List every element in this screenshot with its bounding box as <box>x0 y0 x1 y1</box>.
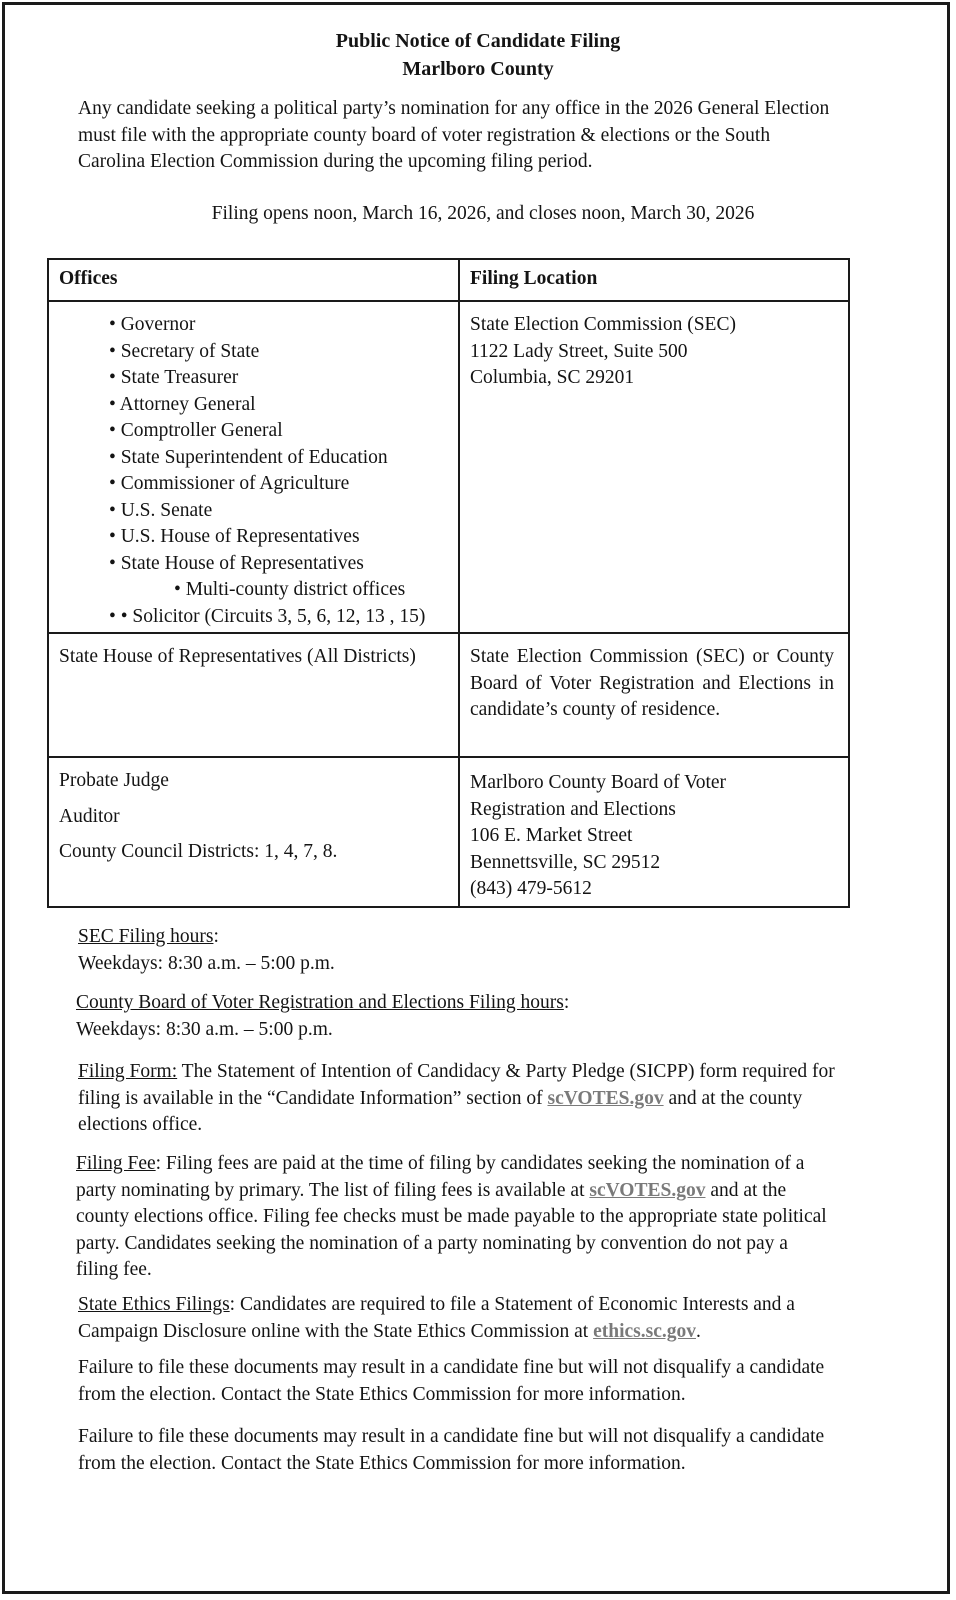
filing-fee-text: county elections office. Filing fee checks must be made payable to the appropriate state political <box>76 1206 827 1227</box>
location-line: 106 E. Market Street <box>470 825 633 846</box>
ethics-label: State Ethics Filings <box>78 1294 230 1315</box>
location-line: (843) 479-5612 <box>470 878 592 899</box>
offices-cell <box>48 757 459 907</box>
location-line: Marlboro County Board of Voter <box>470 772 727 793</box>
failure-text: from the election. Contact the State Ethics Commission for more information. <box>78 1383 686 1405</box>
table-row <box>48 757 849 907</box>
office-item: County Council Districts: 1, 4, 7, 8. <box>59 841 338 862</box>
table-header-row <box>48 259 849 301</box>
filing-fee-text: : Filing fees are paid at the time of filing by candidates seeking the nomination of a <box>155 1153 805 1174</box>
filing-form-text: The Statement of Intention of Candidacy & Party Pledge (SICPP) form required for <box>177 1061 835 1082</box>
scvotes-link[interactable]: scVOTES.gov <box>589 1179 706 1201</box>
county-hours-label: County Board of Voter Registration and Elections Filing hours <box>76 992 564 1013</box>
filing-fee-text: and at the <box>705 1179 787 1201</box>
location-cell <box>459 757 849 907</box>
failure-text: Failure to file these documents may result in a candidate fine but will not disqualify a candidate <box>78 1426 825 1447</box>
location-line: 1122 Lady Street, Suite 500 <box>470 340 688 362</box>
list-item: • State House of Representatives <box>109 552 364 574</box>
location-line: Registration and Elections <box>470 798 676 820</box>
intro-paragraph <box>78 96 829 176</box>
list-item: • U.S. House of Representatives <box>109 526 360 547</box>
page-subtitle: Marlboro County <box>402 58 554 80</box>
column-header-offices: Offices <box>48 259 459 301</box>
office-item: Probate Judge <box>59 770 169 791</box>
location-cell <box>459 301 849 633</box>
filing-period: Filing opens noon, March 16, 2026, and closes noon, March 30, 2026 <box>211 203 755 224</box>
ethics-text: . <box>695 1320 701 1342</box>
filing-form-text: and at the county <box>663 1087 803 1109</box>
table-row <box>48 301 849 633</box>
location-cell: State Election Commission (SEC) or County Board of Voter Registration and Elections in candidate’s county of residence. <box>459 633 849 757</box>
list-item: • State Superintendent of Education <box>109 446 388 468</box>
filing-fee-text: party nominating by primary. The list of filing fees is available at <box>76 1179 590 1201</box>
intro-line: must file with the appropriate county board of voter registration & elections or the South <box>78 124 771 146</box>
filing-form-section <box>78 1059 835 1139</box>
page-title: Public Notice of Candidate Filing <box>335 30 621 52</box>
filing-form-label: Filing Form: <box>78 1061 178 1082</box>
column-header-filing-location: Filing Location <box>459 259 849 301</box>
table-row <box>48 633 849 757</box>
list-item: • U.S. Senate <box>109 499 213 521</box>
sec-hours-section <box>78 924 335 977</box>
list-item: • State Treasurer <box>109 367 239 388</box>
ethics-text: : Candidates are required to file a Statement of Economic Interests and a <box>229 1294 795 1315</box>
location-line: Columbia, SC 29201 <box>470 367 635 388</box>
location-line: Bennettsville, SC 29512 <box>470 851 661 873</box>
county-hours-section <box>76 990 569 1043</box>
filing-fee-section <box>76 1151 827 1284</box>
offices-cell: State House of Representatives (All Districts) <box>48 633 459 757</box>
sec-hours-value: Weekdays: 8:30 a.m. – 5:00 p.m. <box>78 952 335 974</box>
list-item: • Multi-county district offices <box>174 579 406 600</box>
scvotes-link[interactable]: scVOTES.gov <box>547 1087 664 1109</box>
county-hours-value: Weekdays: 8:30 a.m. – 5:00 p.m. <box>76 1018 333 1040</box>
failure-paragraph-duplicate <box>78 1424 824 1477</box>
offices-table <box>47 258 850 908</box>
list-item: • Attorney General <box>109 393 256 415</box>
filing-form-text: elections office. <box>78 1114 203 1135</box>
sec-hours-label: SEC Filing hours <box>78 926 214 947</box>
location-line: State Election Commission (SEC) <box>470 314 736 335</box>
list-item: • Governor <box>109 314 196 335</box>
offices-cell <box>48 301 459 633</box>
intro-line: Carolina Election Commission during the upcoming filing period. <box>78 151 593 172</box>
filing-form-text: filing is available in the “Candidate Information” section of <box>78 1087 548 1109</box>
office-item: Auditor <box>59 805 120 827</box>
ethics-link[interactable]: ethics.sc.gov <box>593 1320 696 1342</box>
ethics-section <box>78 1292 795 1345</box>
failure-text: Failure to file these documents may result in a candidate fine but will not disqualify a candidate <box>78 1357 825 1378</box>
filing-fee-label: Filing Fee <box>76 1153 156 1174</box>
list-item: • Comptroller General <box>109 420 283 441</box>
intro-line: Any candidate seeking a political party’s nomination for any office in the 2026 General Election <box>78 98 830 119</box>
sec-hours-colon: : <box>213 926 219 947</box>
list-item: • Commissioner of Agriculture <box>109 473 350 494</box>
filing-fee-text: party. Candidates seeking the nomination of a party nominating by convention do not pay a <box>76 1232 788 1254</box>
failure-text: from the election. Contact the State Ethics Commission for more information. <box>78 1452 686 1474</box>
county-hours-colon: : <box>563 992 570 1013</box>
ethics-text: Campaign Disclosure online with the State Ethics Commission at <box>78 1320 594 1342</box>
offices-list <box>59 312 448 630</box>
list-item: • Secretary of State <box>109 340 260 362</box>
list-item: • • Solicitor (Circuits 3, 5, 6, 12, 13 , 15) <box>109 605 426 627</box>
filing-fee-text: filing fee. <box>76 1259 152 1280</box>
failure-paragraph <box>78 1355 824 1408</box>
